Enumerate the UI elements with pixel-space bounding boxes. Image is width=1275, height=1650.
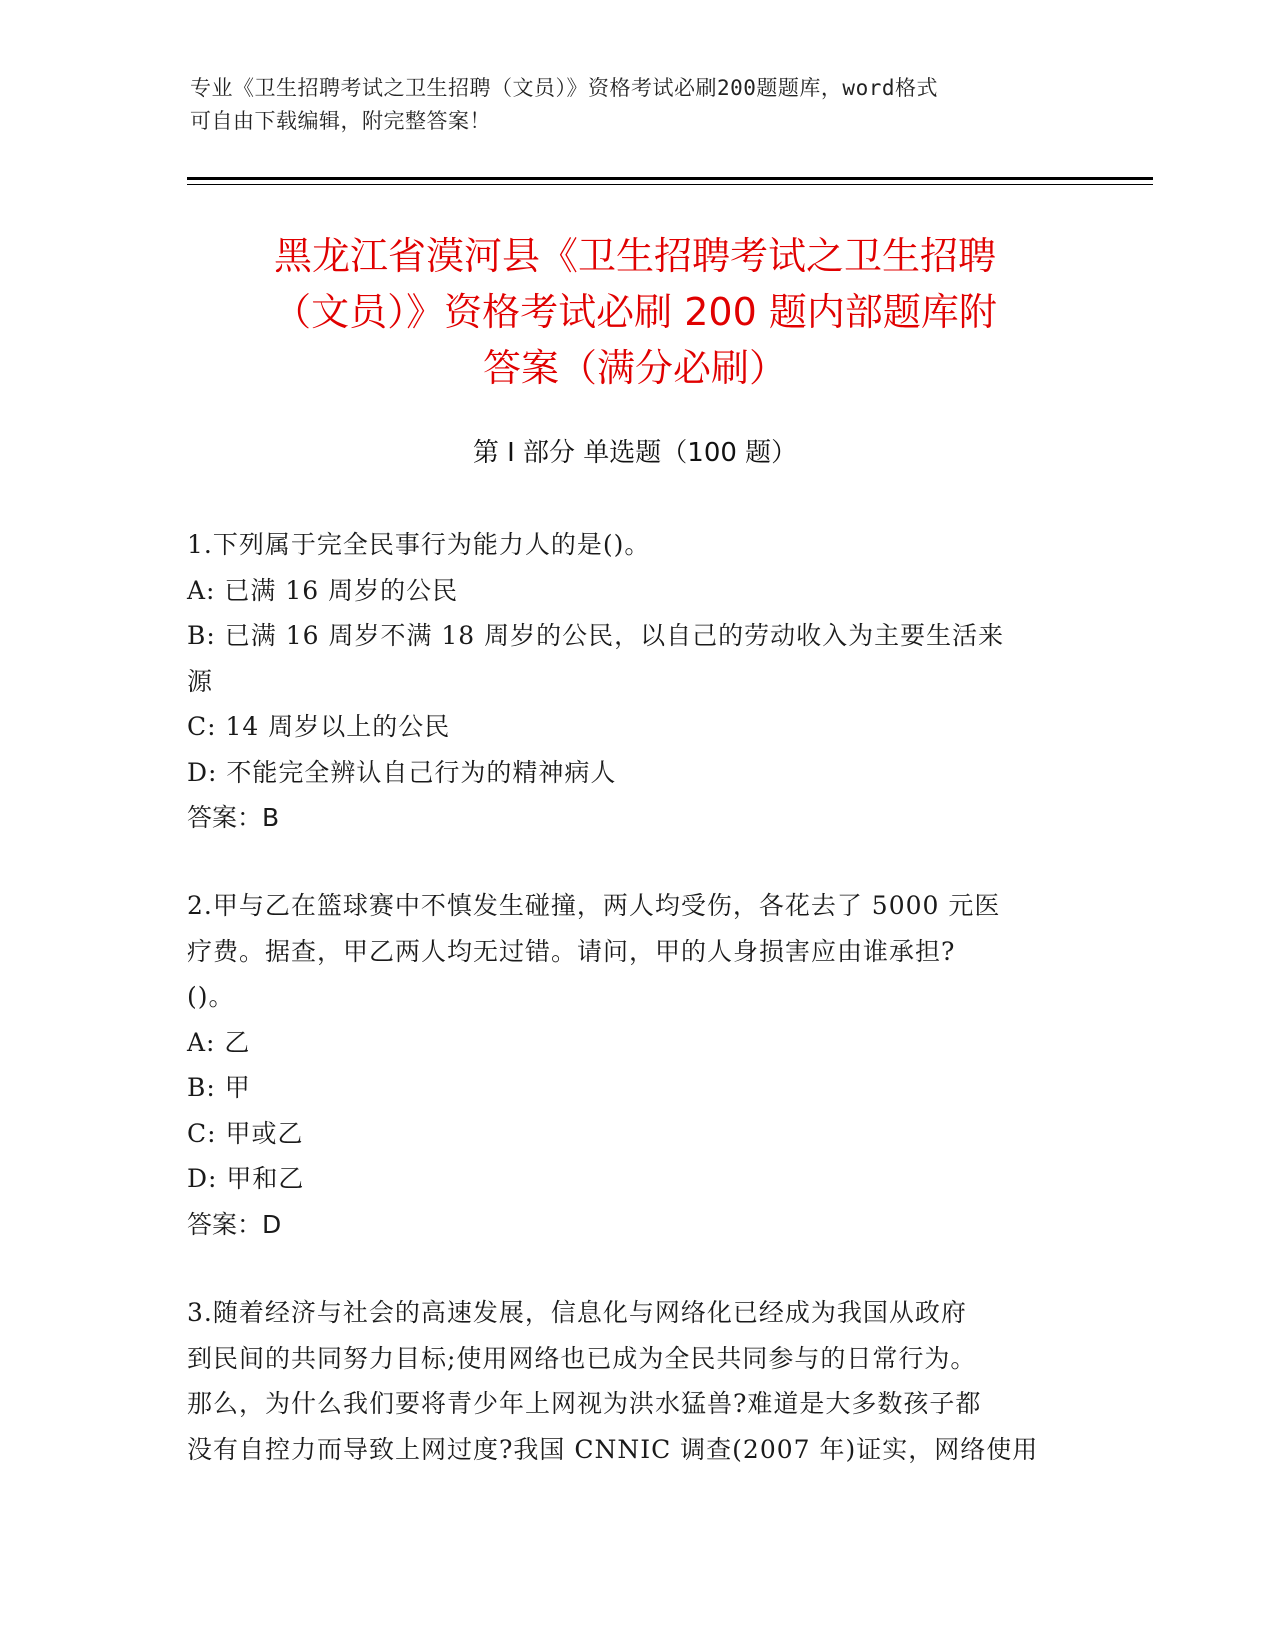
question-stem-line-1: 3.随着经济与社会的高速发展，信息化与网络化已经成为我国从政府 — [187, 1298, 967, 1327]
option-b-line-1: B: 已满 16 周岁不满 18 周岁的公民，以自己的劳动收入为主要生活来 — [187, 621, 1005, 650]
question-stem-line-4: 没有自控力而导致上网过度?我国 CNNIC 调查(2007 年)证实，网络使用 — [187, 1434, 1039, 1464]
title-line-2: （文员）》资格考试必刷 200 题内部题库附 — [273, 290, 997, 334]
section-heading: 第 I 部分 单选题（100 题） — [472, 438, 798, 468]
answer: 答案：D — [187, 1209, 282, 1239]
option-d: D: 不能完全辨认自己行为的精神病人 — [187, 757, 617, 787]
header-note-line-2: 可自由下载编辑，附完整答案！ — [190, 109, 491, 133]
title-line-1: 黑龙江省漠河县《卫生招聘考试之卫生招聘 — [273, 234, 996, 278]
answer: 答案：B — [187, 803, 280, 832]
question-stem: 1.下列属于完全民事行为能力人的是()。 — [187, 530, 651, 559]
option-b-line-2: 源 — [187, 666, 214, 696]
option-c: C: 14 周岁以上的公民 — [187, 712, 451, 741]
question-stem-line-2: 疗费。据查，甲乙两人均无过错。请问，甲的人身损害应由谁承担? — [187, 936, 956, 966]
option-a: A: 乙 — [187, 1027, 251, 1057]
option-b: B: 甲 — [187, 1073, 251, 1102]
option-c: C: 甲或乙 — [187, 1118, 304, 1148]
question-3 — [187, 1290, 1077, 1472]
question-1 — [187, 522, 1077, 841]
option-d: D: 甲和乙 — [187, 1164, 305, 1193]
question-stem-line-2: 到民间的共同努力目标;使用网络也已成为全民共同参与的日常行为。 — [187, 1343, 977, 1373]
question-stem-line-3: 那么，为什么我们要将青少年上网视为洪水猛兽?难道是大多数孩子都 — [187, 1389, 982, 1418]
header-divider-thick — [187, 177, 1153, 180]
header-note-line-1: 专业《卫生招聘考试之卫生招聘（文员）》资格考试必刷200题题库，word格式 — [190, 76, 938, 100]
question-2 — [187, 883, 1077, 1247]
header-note — [190, 72, 1070, 138]
title-line-3: 答案（满分必刷） — [482, 346, 787, 390]
header-divider-thin — [187, 184, 1153, 185]
question-stem-line-3: ()。 — [187, 982, 235, 1011]
document-title — [190, 228, 1080, 396]
option-a: A: 已满 16 周岁的公民 — [187, 575, 459, 605]
question-stem-line-1: 2.甲与乙在篮球赛中不慎发生碰撞，两人均受伤，各花去了 5000 元医 — [187, 891, 1001, 920]
